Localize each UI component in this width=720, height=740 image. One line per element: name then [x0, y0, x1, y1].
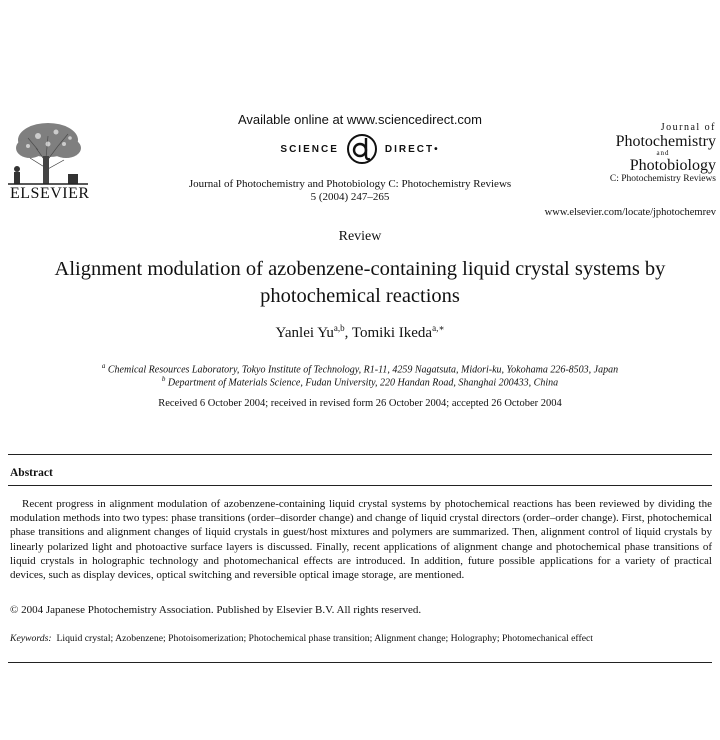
author-affiliation-mark[interactable]: a,b	[333, 323, 345, 333]
received-dates: Received 6 October 2004; received in revised form 26 October 2004; accepted 26 October 2004	[158, 398, 562, 409]
journal-title-logo	[590, 122, 716, 185]
author-line	[0, 325, 720, 342]
sd-at-icon	[345, 132, 379, 166]
copyright-line: © 2004 Japanese Photochemistry Association. Published by Elsevier B.V. All rights reserved.	[10, 604, 422, 616]
author-affiliation-mark[interactable]: a,∗	[432, 323, 445, 333]
article-type: Review	[338, 229, 382, 244]
sd-science-word: SCIENCE	[280, 143, 339, 155]
affiliation-a	[0, 362, 720, 375]
abstract-heading: Abstract	[10, 467, 53, 479]
keywords-list: Liquid crystal; Azobenzene; Photoisomerization; Photochemical phase transition; Alignment change; Holography; Photomechanical effect	[56, 633, 593, 644]
divider-bottom	[8, 662, 712, 663]
keywords-line	[10, 633, 712, 644]
publisher-name: ELSEVIER	[10, 185, 90, 202]
affiliation-text: Chemical Resources Laboratory, Tokyo Institute of Technology, R1-11, 4259 Nagatsuta, Midori-ku, Yokohama 226-8503, Japan	[107, 364, 619, 376]
sd-direct-word: DIRECT•	[384, 143, 440, 155]
keywords-label: Keywords:	[10, 633, 52, 644]
abstract-body: Recent progress in alignment modulation of azobenzene-containing liquid crystal systems by photochemical reactions has been reviewed by dividing the modulation methods into two types: phase transitions (order–disorder change) and change of liquid crystal directors (order–order change). First, photochemical phase transitions and alignment changes of liquid crystals in guest/host mixtures and polymers are summarized. Then, alignment control of liquid crystals by linearly polarized light and photoactive surface layers is discussed. Finally, recent applications of alignment change and photochemical phase transitions of liquid crystals in holographic technology and photomechanical effects are introduced. In addition, future possible applications for a variety of practical devices, such as display devices, optical switching and reversible optical image storage, are mentioned.	[10, 498, 712, 582]
divider-top	[8, 454, 712, 455]
affiliation-text: Department of Materials Science, Fudan University, 220 Handan Road, Shanghai 200433, China	[167, 377, 559, 389]
journal-citation-line: Journal of Photochemistry and Photobiology C: Photochemistry Reviews	[188, 178, 512, 190]
journal-url[interactable]: www.elsevier.com/locate/jphotochemrev	[544, 207, 716, 218]
journal-section-text: C: Photochemistry Reviews	[609, 174, 716, 184]
affiliation-b	[0, 375, 720, 388]
author-separator: ,	[344, 325, 352, 341]
article-title: Alignment modulation of azobenzene-containing liquid crystal systems by photochemical reactions	[54, 258, 666, 307]
sciencedirect-logo	[190, 132, 530, 166]
affiliation-mark: a	[101, 362, 106, 370]
and-text: and	[656, 149, 670, 157]
photochemistry-text: Photochemistry	[615, 133, 716, 150]
available-online-text: Available online at www.sciencedirect.com	[238, 112, 482, 127]
journal-of-text: Journal of	[660, 122, 716, 133]
photobiology-text: Photobiology	[629, 157, 716, 174]
volume-pages-line: 5 (2004) 247–265	[310, 191, 390, 203]
affiliation-mark: b	[161, 375, 166, 383]
author-name: Yanlei Yu	[275, 325, 334, 341]
divider-abstract	[8, 485, 712, 486]
author-name: Tomiki Ikeda	[351, 325, 433, 341]
